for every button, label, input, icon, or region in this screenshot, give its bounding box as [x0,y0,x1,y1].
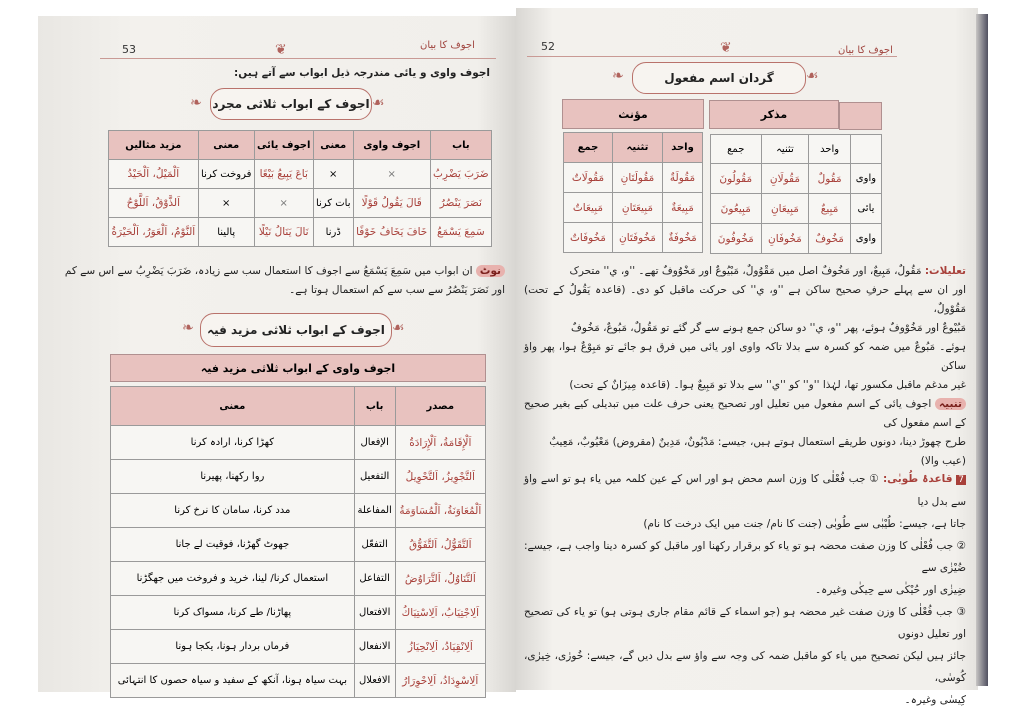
text-line: ③ جب فُعْلٰی کا وزن صفت غیر محضہ ہو (جو اسماء کے قائم مقام جاری ہوتی ہو) تو یاء کی تصحیح اور تعلیل دونوں [524,606,966,640]
table-row [109,160,492,189]
ornament-icon: ☙ [806,68,819,84]
column-header: تثنیہ [761,135,809,164]
table-cell: نَصَرَ يَنْصُرُ [430,189,491,218]
table-cell: مَخُوفَانِ [761,224,809,254]
table-cell: مَخُوفَاتٌ [564,223,613,253]
ornament-icon: ❧ [190,95,202,111]
text-line: ① جب فُعْلٰی کا وزن اسم محض ہو اور اس کے عین کلمہ میں یاء ہو تو اسے واؤ سے بدل دیا [524,473,966,508]
table-cell: جھوٹ گھڑنا، فوقیت لے جانا [111,528,355,562]
header-rule [527,56,897,57]
note-block [60,262,505,300]
header-ornament-icon: ❦ [720,40,732,56]
table-cell: مَبِيعَاتٌ [564,193,613,223]
table-row [111,460,486,494]
running-title: اجوف کا بیان [420,40,475,51]
text-line: اور ان سے پہلے حرفِ صحیح ساکن ہے ''و، ي'' کی حرکت ماقبل کو دی۔ (قاعدہ يَقُولُ کے تحت) مَقُوْولٌ، [524,284,966,315]
table-cell: مَبِيعَةٌ [663,193,703,223]
section-title: اجوف کے ابواب ثلاثی مجرد [210,88,372,120]
corner-cell [850,135,881,164]
table-row [109,189,492,218]
ornament-icon: ❧ [612,68,624,84]
header-row [109,131,492,160]
table-cell: بات کرنا [313,189,353,218]
text-line: طرح چھوڑ دینا، دونوں طریقے استعمال ہوتے ہیں، جیسے: مَدْيُونٌ، مَدِينٌ (مقروض) مَعْيُوبٌ، مَعِيبٌ [549,436,966,448]
table-cell: مدد کرنا، سامان کا نرخ کرنا [111,494,355,528]
table-cell: کھڑا کرنا، ارادہ کرنا [111,426,355,460]
table-row [111,596,486,630]
feminine-band: مؤنث [562,99,704,129]
table-cell: خَافَ يَخَافُ خَوْفًا [353,218,430,247]
column-header: مزید مثالیں [109,131,199,160]
column-header: جمع [564,133,613,163]
table-cell: سَمِعَ يَسْمَعُ [430,218,491,247]
table-cell: مَخُوفُونَ [711,224,762,254]
row-label: یائی [850,194,881,224]
section-title: اجوف کے ابواب ثلاثی مزید فیہ [200,313,392,347]
table-cell: قَالَ يَقُولُ قَوْلًا [353,189,430,218]
text-line: مَقُولٌ، مَبِيعٌ، اور مَخُوفٌ اصل میں مَقْوُولٌ، مَبْيُوعٌ اور مَخْوُوفٌ تھے۔ ''و، ي'' متحرک [569,265,922,277]
masculine-band: مذکر [709,100,839,129]
table-cell: المفاعلة [354,494,395,528]
table-cell: مَقُولٌ [809,164,851,194]
table-cell: مَقُولَتَانِ [612,163,662,193]
column-header: واحد [809,135,851,164]
column-header: باب [430,131,491,160]
table-cell: التفعیل [354,460,395,494]
table-cell: نَالَ يَنَالُ نَيْلًا [254,218,313,247]
header-row [564,133,703,163]
table-cell: پھاڑنا/ طے کرنا، مسواک کرنا [111,596,355,630]
table-cell: × [254,189,313,218]
text-line: كِيسٰى وغیرہ۔ [904,694,966,706]
table-cell: مَبِيعَتَانِ [612,193,662,223]
ornament-icon: ❧ [182,320,194,336]
column-header: جمع [711,135,762,164]
row-label: واوی [850,164,881,194]
table-row [564,193,703,223]
header-rule [100,58,496,59]
table-cell: مَقُولَةٌ [663,163,703,193]
table-cell: روا رکھنا، پھیرنا [111,460,355,494]
table-cell: التفعّل [354,528,395,562]
column-header: معنی [111,387,355,426]
table-cell: اَلتَّقَوُّلُ، اَلتَّفَوُّقُ [395,528,485,562]
row-label: واوی [850,224,881,254]
table-cell: مَبِيعُونَ [711,194,762,224]
text-line: ② جب فُعْلٰی کا وزن صفت محضہ ہو تو یاء کو برقرار رکھنا اور ماقبل کو کسرہ دینا واجب ہے، جیسے: ضُيْزٰى سے [524,540,966,574]
talilat-label: تعلیلات: [924,265,966,277]
table-cell: اَلذَّوْقُ، اَللَّوْحُ [109,189,199,218]
column-header: معنی [313,131,353,160]
abwab-mazid-table [110,386,486,698]
table-cell: اَلنَّوْمُ، اَلْعَوَرُ، اَلْحَيْرَةُ [109,218,199,247]
qaida-number-badge: 7 [958,475,965,485]
qaida-block [524,468,966,711]
table-cell: بہت سیاہ ہونا، آنکھ کے سفید و سیاہ حصوں کا انتہائی [111,664,355,698]
header-ornament-icon: ❦ [275,42,287,58]
table-row [109,218,492,247]
header-row [111,387,486,426]
text-line: اجوف یائی کے اسم مفعول میں تعلیل اور تصحیح یعنی حرف علت میں تبدیلی کیے بغیر صحیح کے اسم مفعول کی [524,398,966,429]
page-number: 52 [541,40,555,53]
table-cell: التفاعل [354,562,395,596]
table-cell: اَلِانْقِيَادُ، اَلِانْحِيَازُ [395,630,485,664]
table-row [111,494,486,528]
column-header: تثنیہ [612,133,662,163]
tanbih-label: تنبیہ [935,398,966,410]
table-cell: فروخت کرنا [198,160,254,189]
text-line: ہوئے۔ مَبُوعٌ میں ضمہ کو کسرہ سے بدلا تاکہ واوی اور یائی میں فرق ہو جائے تو مَبِوْعٌ ہوا، پھر واؤ ساکن [524,341,966,372]
talilat-block [524,262,966,471]
table-cell: الافتعال [354,596,395,630]
table-cell: الإفعال [354,426,395,460]
table-cell: ڈرنا [313,218,353,247]
text-line: مَبُيْوعٌ اور مَخُوْوفٌ ہوئے، پھر ''و، ي'' دو ساکن جمع ہونے سے گر گئے تو مَقُولٌ، مَبُوعٌ، مَخُوفٌ [571,322,966,334]
table-cell: اَلتَّجْوِيزُ، اَلتَّحْوِيلُ [395,460,485,494]
intro-text: اجوف واوی و یائی مندرجہ ذیل ابواب سے آتے ہیں: [234,67,490,79]
table-row [564,223,703,253]
table-cell: استعمال کرنا/ لینا، خرید و فروخت میں جھگڑنا [111,562,355,596]
column-header: اجوف واوی [353,131,430,160]
table-row [111,630,486,664]
column-header: واحد [663,133,703,163]
note-line: ان ابواب میں سَمِعَ يَسْمَعُ سے اجوف کا استعمال سب سے زیادہ، ضَرَبَ يَضْرِبُ سے اس سے کم [64,265,473,277]
table-cell: × [198,189,254,218]
table-cell: × [313,160,353,189]
column-header: مصدر [395,387,485,426]
table-row [711,224,882,254]
abwab-mujarrad-table [108,130,492,247]
masculine-table [710,134,882,254]
table-cell: اَلِاجْتِيَابُ، اَلِاسْتِيَاكُ [395,596,485,630]
table-cell: اَلِاسْوِدَادُ، اَلِاحْوِرَارُ [395,664,485,698]
table-cell: مَخُوفٌ [809,224,851,254]
table-cell: ضَرَبَ يَضْرِبُ [430,160,491,189]
table-row [711,164,882,194]
text-line: جائز ہیں لیکن تصحیح میں یاء کو ماقبل ضمہ کی وجہ سے واؤ سے بدل دیں گے، جیسے: خُورٰى، خِيرٰى، كُوسٰى، [524,650,966,684]
table-cell: مَقُولُونَ [711,164,762,194]
table-cell: مَبِيعٌ [809,194,851,224]
book-edge [976,14,988,686]
table-cell: پالینا [198,218,254,247]
section-title: گردان اسم مفعول [632,62,806,94]
table-cell: الافعلال [354,664,395,698]
blank-band [839,102,882,130]
table-row [564,163,703,193]
note-line: اور نَصَرَ يَنْصُرُ سے سب سے کم استعمال ہوتا ہے۔ [289,284,505,296]
table-cell: فرماں بردار ہونا، یکجا ہونا [111,630,355,664]
table-cell: الانفعال [354,630,395,664]
column-header: معنی [198,131,254,160]
table-cell: مَخُوفَتَانِ [612,223,662,253]
page-number: 53 [122,43,136,56]
table-row [111,528,486,562]
table-cell: مَخُوفَةٌ [663,223,703,253]
table-cell: مَقُولَانِ [761,164,809,194]
header-row [711,135,882,164]
table-cell: اَلتَّنَاوُلُ، اَلتَّرَاوُضُ [395,562,485,596]
table-row [111,664,486,698]
ornament-icon: ☙ [392,320,405,336]
table-row [711,194,882,224]
column-header: باب [354,387,395,426]
qaida-label: قاعدۂ طُوبٰی: [882,473,953,485]
table-cell: × [353,160,430,189]
feminine-table [563,132,703,253]
note-label: نوٹ [476,265,505,277]
table-row [111,426,486,460]
table-cell: مَقُولَاتٌ [564,163,613,193]
text-line: (عیب والا) [920,455,966,467]
section-band: اجوف واوی کے ابواب ثلاثی مزید فیہ [110,354,486,382]
table-cell: بَاعَ يَبِيعُ بَيْعًا [254,160,313,189]
running-title: اجوف کا بیان [838,45,893,56]
column-header: اجوف یائی [254,131,313,160]
ornament-icon: ☙ [372,95,385,111]
table-cell: مَبِيعَانِ [761,194,809,224]
text-line: غیر مدغم ماقبل مکسور تھا، لہٰذا ''و'' کو ''ي'' سے بدلا تو مَبِيعٌ ہوا۔ (قاعدہ مِيزَانٌ کے تحت) [569,379,966,391]
text-line: ضِيزٰى اور حُيْكٰى سے حِيكٰى وغیرہ۔ [814,584,966,596]
table-cell: اَلْمَيْلُ، اَلْحَيْدُ [109,160,199,189]
table-cell: اَلْإِقَامَةُ، اَلْإِرَادَةُ [395,426,485,460]
text-line: جاتا ہے، جیسے: طُيْبٰى سے طُوبٰى (جنت کا نام/ جنت میں ایک درخت کا نام) [643,518,966,530]
table-row [111,562,486,596]
table-cell: اَلْمُعَاوَنَةُ، اَلْمُسَاوَمَةُ [395,494,485,528]
